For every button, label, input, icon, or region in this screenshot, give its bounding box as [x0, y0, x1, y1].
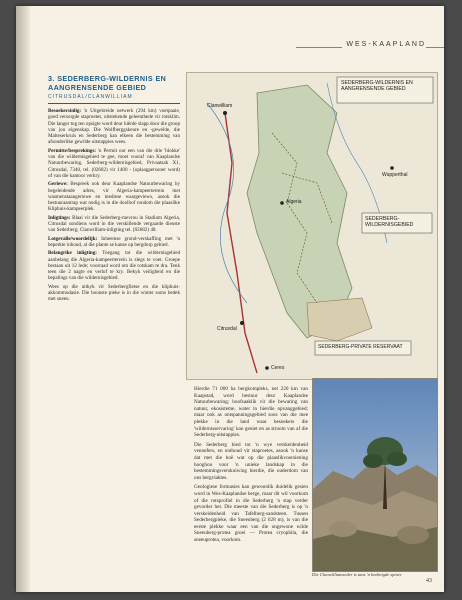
info-paragraph: Permitte/besprekings: 'n Permit oor een van die drie 'blokke' van die wildernisgebied te gee, moet vooraf van Kaaplandse Natuurbewaring, Sederberg-wildernisgebied, Privaatsak X1, Citrusdal, 7340, tel. (02682) vir 1400 - (oplaagpersoner word) of van die kantoor verkry. [48, 147, 180, 179]
section-heading [48, 74, 180, 104]
section-rule [48, 103, 180, 104]
page-spine-shadow [16, 6, 30, 592]
map-label-top: SEDERBERG-WILDERNIS EN AANGRENSENDE GEBIED [341, 80, 413, 93]
info-paragraph: Wees op die uitkyk vir Sederbergfietse en die kliphuis-akkommodasie. Die boonste pieke is in die winter soms bedek met sneeu. [48, 283, 180, 303]
section-title: 3. SEDERBERG-WILDERNIS EN AANGRENSENDE GEBIED [48, 74, 167, 92]
section-subtitle: CITRUSDAL/CLANWILLIAM [48, 94, 133, 100]
info-paragraph: Belangrike inligting: Toegang tot die wildernisgebied aanbelang die Algeria-kampeerterrein is slegs te voet. Groepe bestaan uit 12 lede; voorraad word om die rotskam te dra. Tenk teen die 2 nagte en verlof te kry. Bekyk veiligheid en die bepalings van die wildernisgebied. [48, 250, 180, 282]
page-number: 43 [426, 578, 432, 584]
area-map [186, 72, 438, 380]
map-town-citrusdal: Citrusdal [217, 326, 237, 332]
map-town-ceres: Ceres [271, 365, 285, 371]
map-town-wupperthal: Wupperthal [382, 172, 408, 178]
running-header [296, 41, 444, 53]
map-town-algeria: Algeria [286, 199, 302, 205]
info-paragraph: Lotgevalle/woordelijk: Inheemse grond-verskaffing met 'n beperkte inhoud, al die plante se kanse op bergdorp gebied. [48, 235, 180, 248]
main-text [194, 386, 308, 582]
info-paragraph: Geriewe: Bespreek ook deur Kaaplandse Natuurbewaring by begeleidende adres, vir Algeria-kampeerterrein met wasmenstaangeriewe en mediese waargeviews, asook die bestuuraantrap wat nodig is in die doolhof rondom die plaaslike Kliphuis-kampeerplek. [48, 181, 180, 213]
map-town-clanwilliam: Clanwilliam [207, 103, 233, 109]
map-label-wilderness: SEDERBERG-WILDERNISGEBIED [365, 216, 414, 229]
main-paragraph: Geologiese formasies kan gewoonlik duidelik gesien word in Wes-Kaaplandse berge, maar dit wil voorkom of die rotsprofiel in die Sederberg 'n stap verder gevorder het. Die meeste van die Sederberg is op 'n verskeidenheid van Tafelberg-sandsteen. Tussen Sederbergpieke, die Sneeuberg (2 028 m), is van die eerste plekke waar een van die ongewone wilde Sneeuberg-protea groei — Protea cryophila, die sneeuprotea, voorkom. [194, 484, 308, 544]
info-paragraph: Inligtings: Blaai vir die Sederberg-mevrou in Stadium Algeria, Citrusdal sondiens word in die verskillende vergaarde dienste van Sederberg; Clanwilliam-inligting tel. (02682) 48. [48, 214, 180, 234]
region-label: WES-KAAPLAND [342, 41, 426, 48]
book-page [16, 6, 444, 592]
info-column [48, 108, 180, 558]
main-paragraph: Hierdie 71 000 ha bergkompleks, net 220 km van Kaapstad, word bestuur deur Kaaplandse Natuurbewaring; hoofsaaklik vir die bewaring van natuur, ekosisteme, water in hierdie opvanggebied; maar ook as ontspanningsgebied soos van die mee plekke in die land waar besoekers die 'wildernisservaring' kan geniet en as stroom van af die Sederberg-uitstappies. [194, 386, 308, 439]
photo-image [313, 379, 437, 571]
main-paragraph: Die Sederberg bied tot 'n wye verskeidenheid vennefers, en onthoud vir staproetes, asook 'n kanse dat met die hoë wat op die plaaslikvoorsiening hooghou voor 'n unieke landskap in die bestemmingsverskuiwing hierdie, die ouderdom van ons bergvlaktes. [194, 441, 308, 481]
landscape-photo [312, 378, 438, 572]
photo-caption: Die Clanwilliamseder is tans 'n bedreigde spesie [312, 572, 402, 577]
info-paragraph: Besoekersinlig: 'n Uitgebreide netwerk (294 km) voetpaaie, goed versorgde staproetes, uitstekende geleenthede vir rotsklim. Die langer tog ten opsigte word deur hiërde slapp door die groop van jou eigenskap. Die Wolfberggskeure en -gewelde, die Malteserkruis en Sederberg kan elkeen die bestemming van afsonderlike gewilde uitstappies wees. [48, 108, 180, 146]
map-label-reserve: SEDERBERG-PRIVATE RESERVAAT [318, 344, 403, 350]
